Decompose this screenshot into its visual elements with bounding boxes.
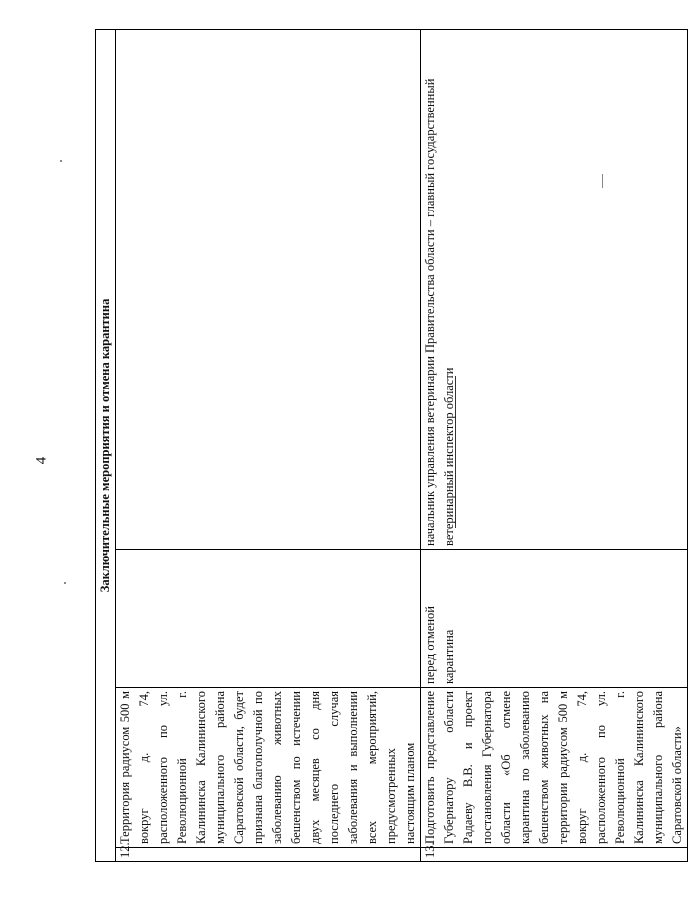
measure-text: Подготовить представление Губернатору области Радаеву В.В. и проект постановления Губернатора области «Об отмене карантина по заболеванию бешенством животных на территории радиусом 500 м вокруг д. 74, расположенного по ул. Революционной г. Калининска Калининского муниципального района Саратовской области» xyxy=(421,688,688,848)
measure-responsible xyxy=(116,29,421,549)
measures-table xyxy=(95,29,688,862)
measure-term xyxy=(116,550,421,688)
page-number: 4 xyxy=(33,456,50,465)
measure-text: Территория радиусом 500 м вокруг д. 74, расположенного по ул. Революционной г. Калининска Калининского муниципального района Саратовской области, будет признана благополучной по заболеванию животных бешенством по истечении двух месяцев со дня последнего случая заболевания и выполнении всех мероприятий, предусмотренных настоящим планом xyxy=(116,688,421,848)
table-row xyxy=(421,29,688,861)
measure-responsible: начальник управления ветеринарии Правительства области – главный государственный ветеринарный инспектор области xyxy=(421,29,688,549)
scan-artifact xyxy=(60,160,62,162)
table-row xyxy=(116,29,421,861)
rotated-table-container xyxy=(95,30,684,862)
measure-term: перед отменой карантина xyxy=(421,550,688,688)
row-number: 12. xyxy=(116,848,421,862)
scan-artifact xyxy=(602,174,603,188)
section-title: Заключительные мероприятия и отмена карантина xyxy=(96,29,116,861)
scan-artifact xyxy=(64,582,66,584)
row-number: 13. xyxy=(421,848,688,862)
section-header-row xyxy=(96,29,116,861)
